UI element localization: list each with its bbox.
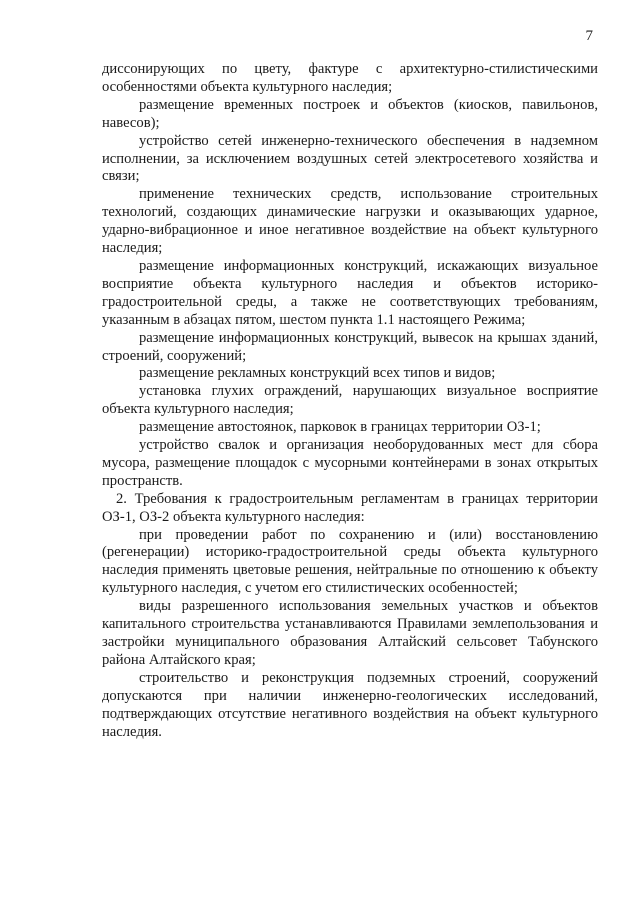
paragraph: размещение информационных конструкций, вывесок на крышах зданий, строений, сооружений;: [102, 329, 598, 364]
paragraph: размещение временных построек и объектов (киосков, павильонов, навесов);: [102, 96, 598, 131]
paragraph: диссонирующих по цвету, фактуре с архитектурно-стилистическими особенностями объекта культурного наследия;: [102, 61, 598, 95]
paragraph: строительство и реконструкция подземных строений, сооружений допускаются при наличии инженерно-геологических исследований, подтверждающих отсутствие негативного воздействия на объект культурного наследия.: [102, 669, 598, 740]
section-heading: 2. Требования к градостроительным регламентам в границах территории ОЗ-1, ОЗ-2 объекта культурного наследия:: [102, 490, 598, 525]
paragraph: размещение рекламных конструкций всех типов и видов;: [139, 365, 496, 382]
paragraph: при проведении работ по сохранению и (или) восстановлению (регенерации) историко-градостроительной среды объекта культурного наследия применять цветовые решения, нейтральные по отношению к объекту культурного наследия, с учетом его стилистических особенностей;: [102, 526, 598, 597]
document-body: [102, 61, 598, 741]
paragraph: применение технических средств, использование строительных технологий, создающих динамические нагрузки и оказывающих ударное, ударно-вибрационное и иное негативное воздействие на объект культурного наследия;: [102, 186, 598, 257]
paragraph: устройство сетей инженерно-технического обеспечения в надземном исполнении, за исключением воздушных сетей электросетевого хозяйства и связи;: [102, 132, 598, 185]
page-number: 7: [585, 28, 593, 44]
paragraph: размещение автостоянок, парковок в границах территории ОЗ-1;: [139, 419, 541, 436]
paragraph: виды разрешенного использования земельных участков и объектов капитального строительства устанавливаются Правилами землепользования и застройки муниципального образования Алтайский сельсовет Табунского района Алтайского края;: [102, 598, 598, 668]
paragraph: установка глухих ограждений, нарушающих визуальное восприятие объекта культурного наследия;: [102, 383, 598, 418]
paragraph: устройство свалок и организация необорудованных мест для сбора мусора, размещение площадок с мусорными контейнерами в зонах открытых пространств.: [102, 437, 598, 489]
paragraph: размещение информационных конструкций, искажающих визуальное восприятие объекта культурного наследия и объектов историко-градостроительной среды, а также не соответствующих требованиям, указанным в абзацах пятом, шестом пункта 1.1 настоящего Режима;: [102, 257, 598, 328]
